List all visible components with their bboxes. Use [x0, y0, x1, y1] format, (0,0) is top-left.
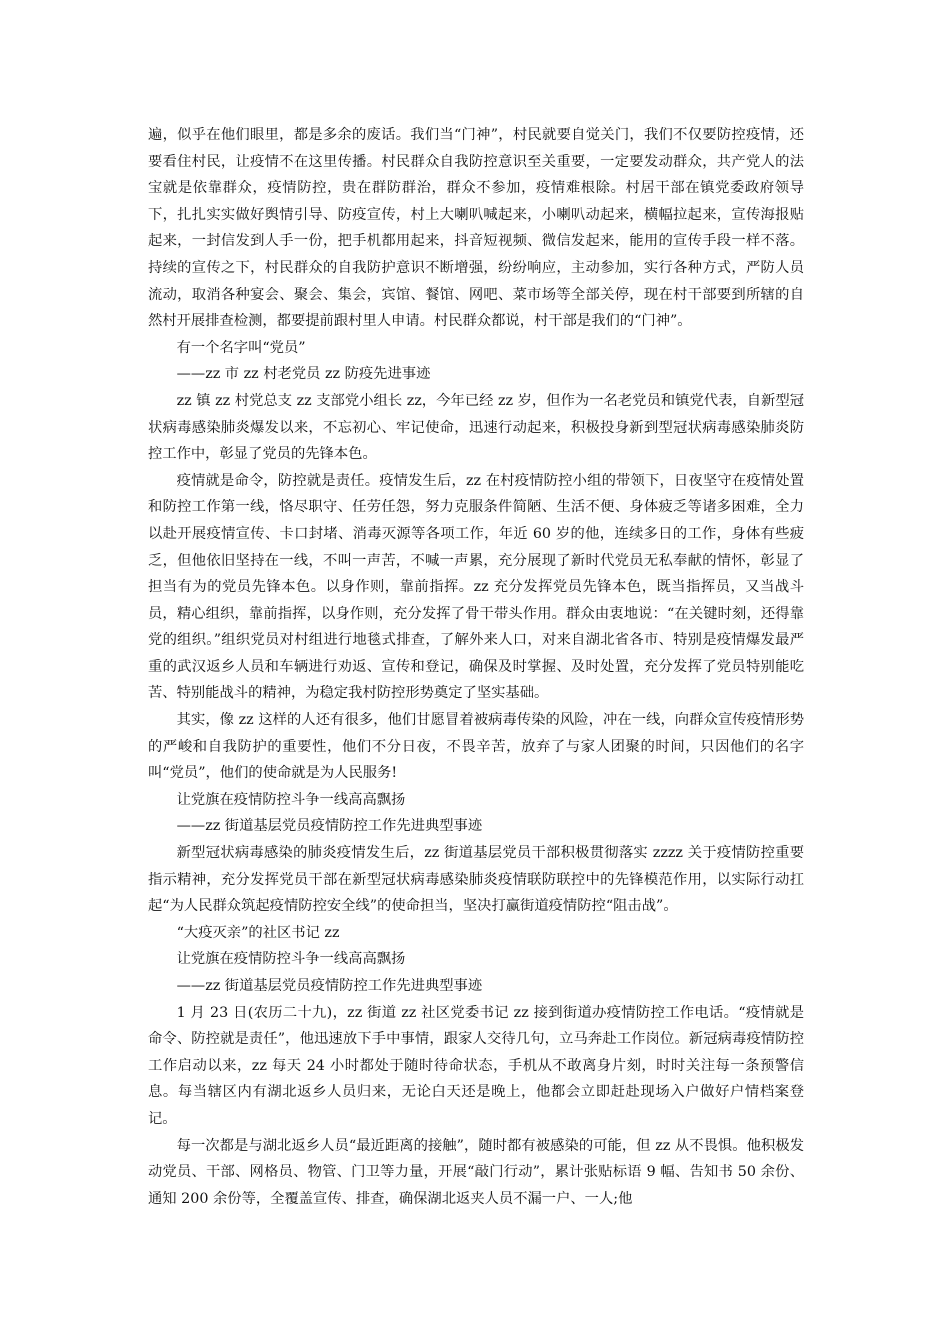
- heading-party-flag-repeat: 让党旗在疫情防控斗争一线高高飘扬: [176, 951, 406, 968]
- paragraph-intro-party-member: zz 镇 zz 村党总支 zz 支部党小组长 zz，今年已经 zz 岁，但作为一名老党员和镇党代表，自新型冠状病毒感染肺炎爆发以来，不忘初心、牢记使命，迅速行动起来，积极投身新到型冠状病毒感染肺炎防控工作中，彰显了党员的先锋本色。: [148, 392, 804, 463]
- subheading-street-party-members-repeat: ——zz 街道基层党员疫情防控工作先进典型事迹: [176, 978, 483, 994]
- paragraph-january-23: 1 月 23 日(农历二十九)，zz 街道 zz 社区党委书记 zz 接到街道办疫情防控工作电话。“疫情就是命令、防控就是责任”，他迅速放下手中事情，跟家人交待几句，立马奔赴工作岗位。新冠病毒疫情防控工作启动以来，zz 每天 24 小时都处于随时待命状态，手机从不敢离身片刻，时时关注每一条预警信息。每当辖区内有湖北返乡人员归来，无论白天还是晚上，他都会立即赶赴现场入户做好户情档案登记。: [148, 1004, 804, 1127]
- paragraph-street-response: 新型冠状病毒感染的肺炎疫情发生后，zz 街道基层党员干部积极贯彻落实 zzzz 关于疫情防控重要指示精神，充分发挥党员干部在新型冠状病毒感染肺炎疫情联防联控中的先锋模范作用，以实际行动扛起“为人民群众筑起疫情防控安全线”的使命担当，坚决打赢街道疫情防控“阻击战”。: [148, 845, 804, 915]
- heading-party-flag: 让党旗在疫情防控斗争一线高高飘扬: [176, 791, 406, 808]
- subheading-old-party-member: ——zz 市 zz 村老党员 zz 防疫先进事迹: [176, 366, 431, 383]
- subheading-street-party-members: ——zz 街道基层党员疫情防控工作先进典型事迹: [176, 818, 483, 835]
- paragraph-epidemic-is-command: 疫情就是命令，防控就是责任。疫情发生后，zz 在村疫情防控小组的带领下，日夜坚守在疫情处置和防控工作第一线，恪尽职守、任劳任怨，努力克服条件简陋、生活不便、身体疲乏等诸多困难，全力以赴开展疫情宣传、卡口封堵、消毒灭源等各项工作，年近 60 岁的他，连续多日的工作，身体有些疲乏，但他依旧坚持在一线，不叫一声苦，不喊一声累，充分展现了新时代党员无私奉献的情怀，彰显了担当有为的党员先锋本色。以身作则，靠前指挥。zz 充分发挥党员先锋本色，既当指挥员，又当战斗员，精心组织，靠前指挥，以身作则，充分发挥了骨干带头作用。群众由衷地说：“在关键时刻，还得靠党的组织。”组织党员对村组进行地毯式排查，了解外来人口，对来自湖北省各市、特别是疫情爆发最严重的武汉返乡人员和车辆进行劝返、宣传和登记，确保及时掌握、及时处置，充分发挥了党员特别能吃苦、特别能战斗的精神，为稳定我村防控形势奠定了坚实基础。: [148, 472, 804, 702]
- paragraph-propaganda-continued: 遍，似乎在他们眼里，都是多余的废话。我们当“门神”，村民就要自觉关门，我们不仅要防控疫情，还要看住村民，让疫情不在这里传播。村民群众自我防控意识至关重要，一定要发动群众，共产党人的法宝就是依靠群众，疫情防控，贵在群防群治，群众不参加，疫情难根除。村居干部在镇党委政府领导下，扎扎实实做好舆情引导、防疫宣传，村上大喇叭喊起来，小喇叭动起来，横幅拉起来，宣传海报贴起来，一封信发到人手一份，把手机都用起来，抖音短视频、微信发起来，能用的宣传手段一样不落。持续的宣传之下，村民群众的自我防护意识不断增强，纷纷响应，主动参加，实行各种方式，严防人员流动，取消各种宴会、聚会、集会，宾馆、餐馆、网吧、菜市场等全部关停，现在村干部要到所辖的自然村开展排查检测，都要提前跟村里人申请。村民群众都说，村干部是我们的“门神”。: [148, 127, 804, 330]
- heading-community-secretary: “大疫灭亲”的社区书记 zz: [176, 924, 340, 941]
- document-page: [148, 122, 804, 1212]
- paragraph-many-such-people: 其实，像 zz 这样的人还有很多，他们甘愿冒着被病毒传染的风险，冲在一线，向群众宣传疫情形势的严峻和自我防护的重要性，他们不分日夜，不畏辛苦，放弃了与家人团聚的时间，只因他们的名字叫“党员”，他们的使命就是为人民服务!: [148, 712, 804, 782]
- heading-party-member-name: 有一个名字叫“党员”: [176, 339, 306, 356]
- paragraph-knock-door-action: 每一次都是与湖北返乡人员“最近距离的接触”，随时都有被感染的可能，但 zz 从不畏惧。他积极发动党员、干部、网格员、物管、门卫等力量，开展“敲门行动”，累计张贴标语 9 幅、告知书 50 余份、通知 200 余份等，全覆盖宣传、排查，确保湖北返夹人员不漏一户、一人;他: [148, 1137, 804, 1207]
